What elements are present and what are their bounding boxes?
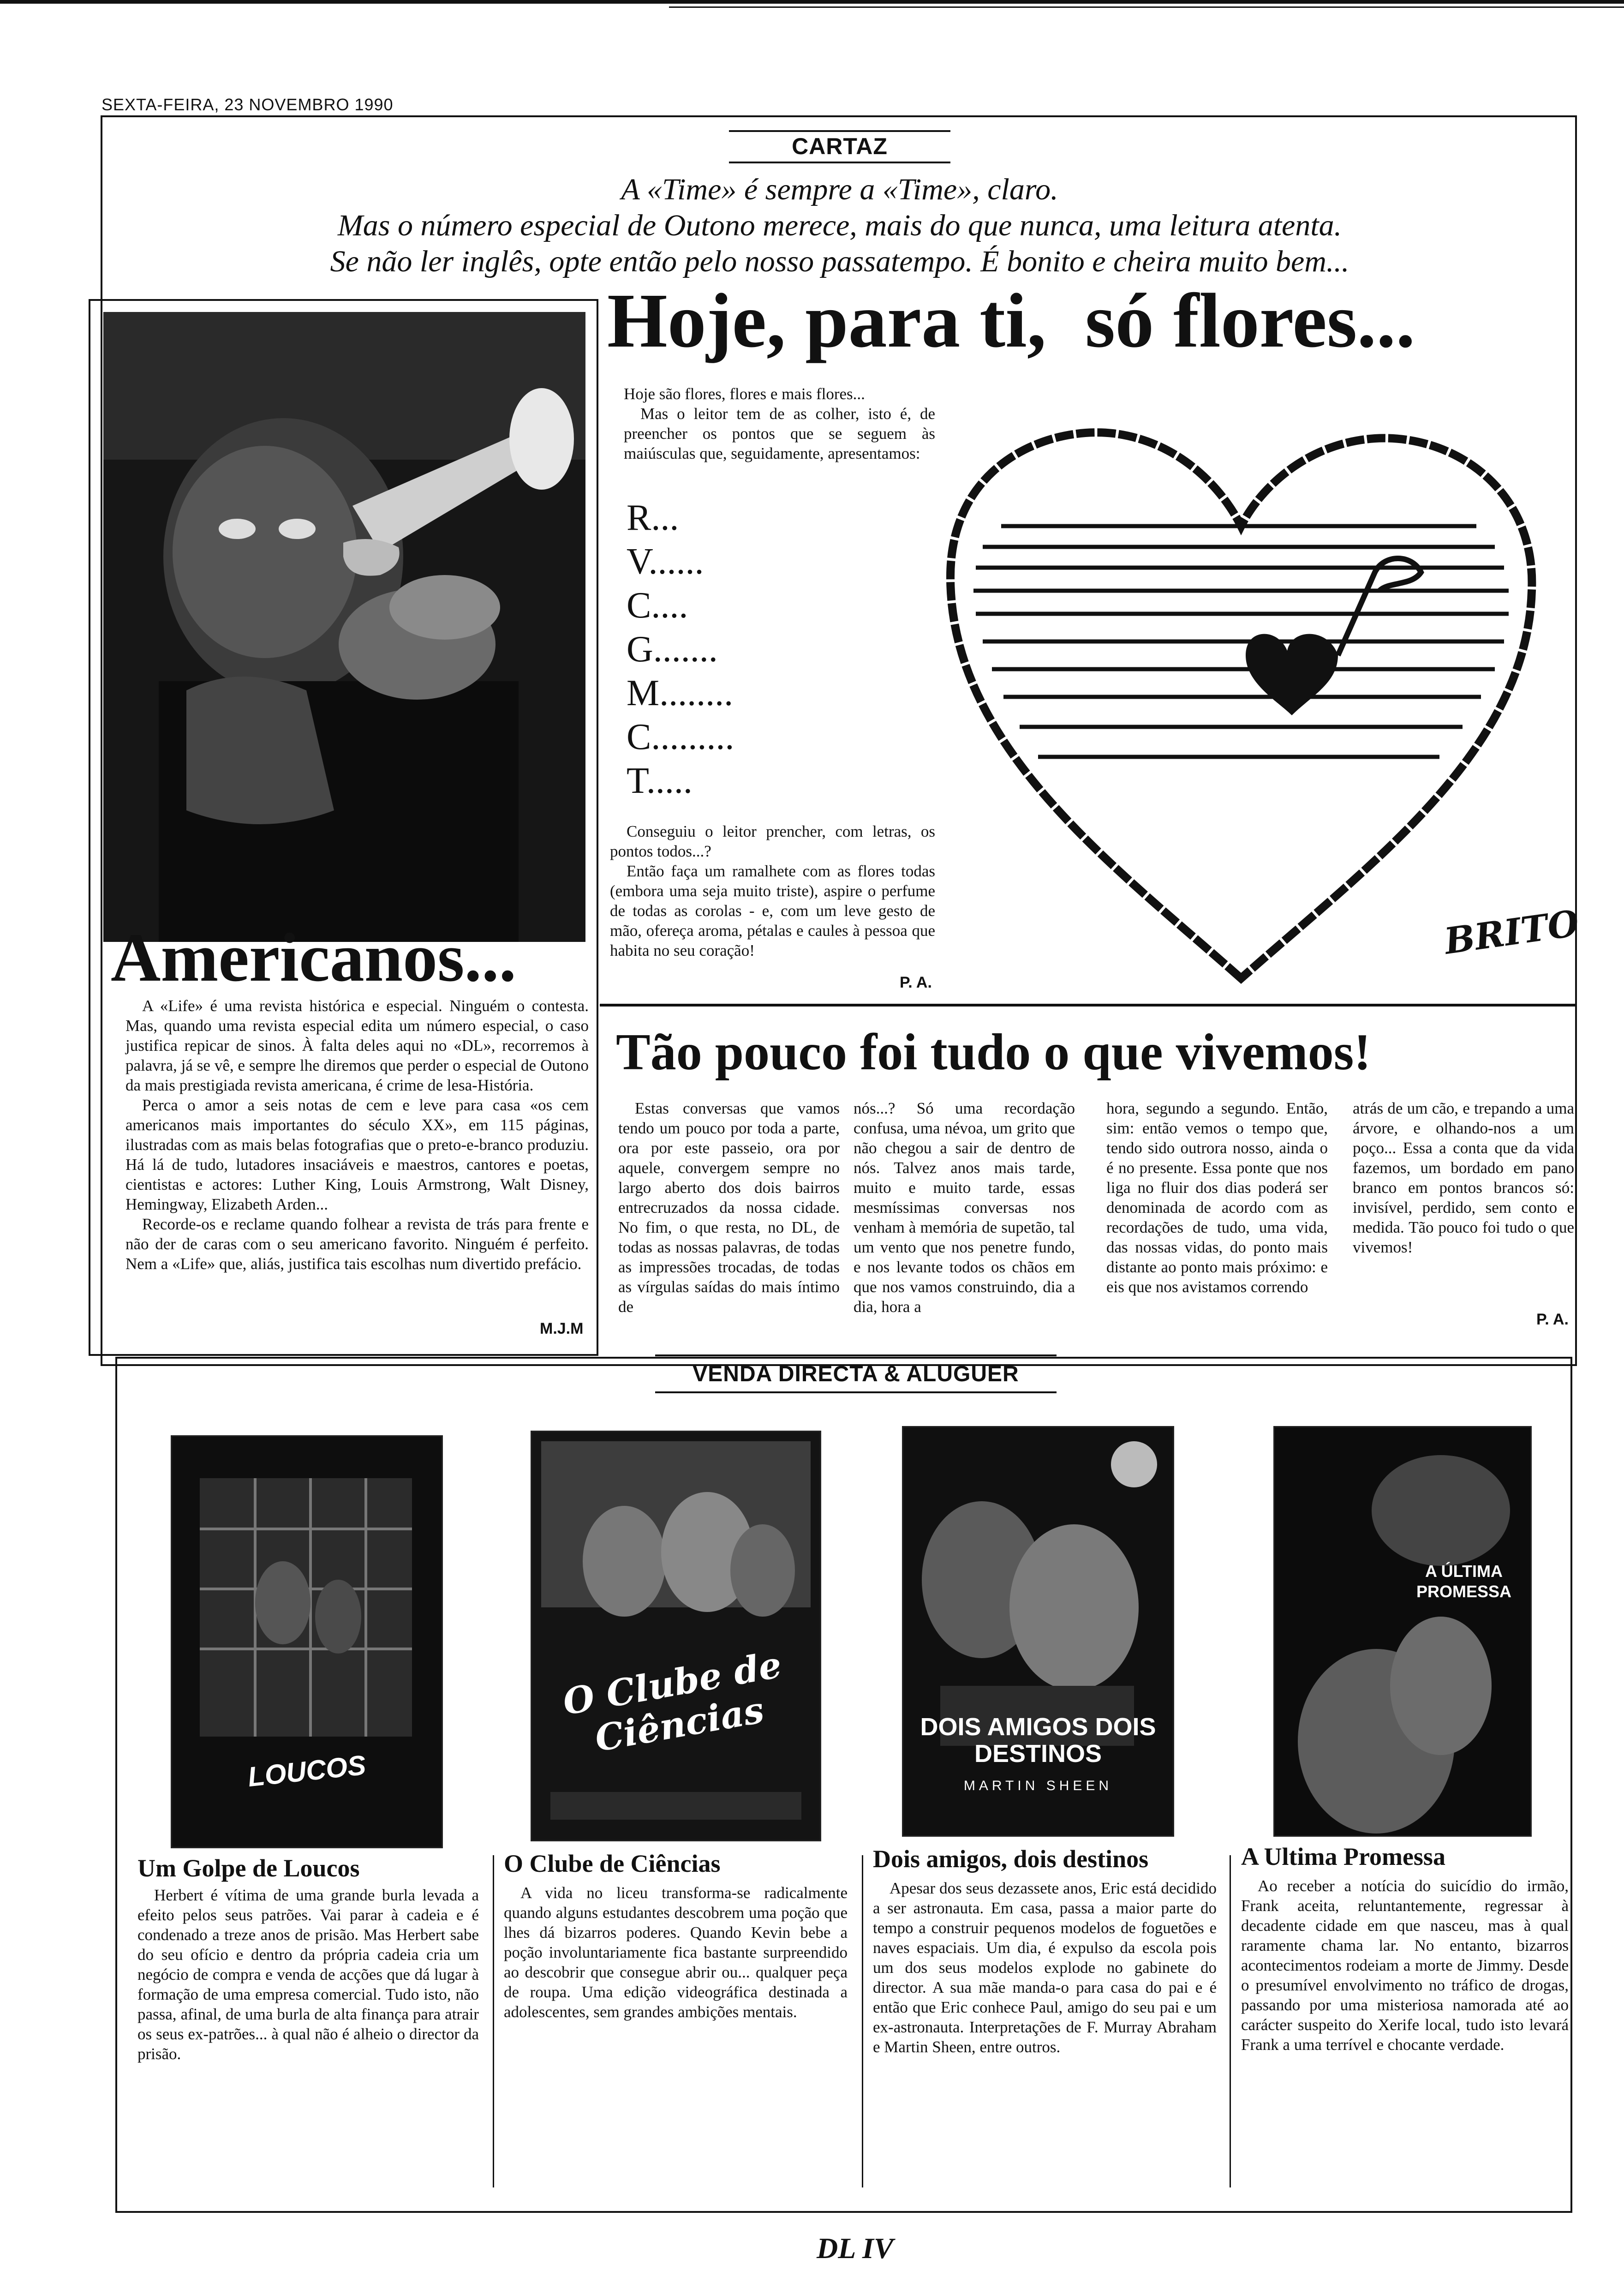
letter-clue: C......... bbox=[627, 717, 734, 757]
film-poster-ultima-promessa bbox=[1273, 1426, 1532, 1837]
americanos-signature: M.J.M bbox=[540, 1320, 584, 1337]
vivemos-col-3: hora, segundo a segundo. Então, sim: então vemos o tempo que, tendo sido outrora nosso, ainda o é no presente. Essa ponte que nos liga no fluir dos dias poderá ser denominada de acordo com as recordações de tudo, uma vida, das nossas vidas, do ponto mais distante ao ponto mais próximo: e eis que nos avistamos correndo bbox=[1106, 1099, 1328, 1296]
letter-clue: V...... bbox=[627, 541, 704, 582]
flores-intro-paragraph: Mas o leitor tem de as colher, isto é, de preencher os pontos que se seguem às maiúsculas que, seguidamente, apresentamos: bbox=[624, 405, 935, 462]
americanos-paragraph: A «Life» é uma revista histórica e especial. Ninguém o contesta. Mas, quando uma revista especial edita um número especial, o caso justifica repicar de sinos. À falta deles aqui no «DL», recorremos à palavra, já se vê, e sempre lhe diremos que perder o especial de Outono da mais prestigiada revista americana, é crime de lesa-História. bbox=[125, 997, 589, 1094]
film-poster-clube-ciencias bbox=[531, 1431, 821, 1841]
intro-line: A «Time» é sempre a «Time», claro. bbox=[621, 173, 1058, 206]
top-rule bbox=[0, 0, 1624, 4]
dateline: SEXTA-FEIRA, 23 NOVEMBRO 1990 bbox=[102, 95, 394, 114]
top-rule-secondary bbox=[669, 6, 1624, 8]
poster-art-icon bbox=[903, 1427, 1173, 1835]
venda-kicker-rule-top bbox=[655, 1354, 1057, 1356]
intro-line: Se não ler inglês, opte então pelo nosso passatempo. É bonito e cheira muito bem... bbox=[330, 245, 1349, 278]
kicker-rule-bottom bbox=[729, 162, 950, 163]
intro-block bbox=[138, 172, 1541, 280]
film-col-divider bbox=[862, 1855, 863, 2187]
poster-art-icon bbox=[1275, 1427, 1530, 1835]
film-title: O Clube de Ciências bbox=[504, 1850, 721, 1877]
flores-divider bbox=[600, 1004, 1577, 1007]
venda-kicker: VENDA DIRECTA & ALUGUER bbox=[693, 1362, 1019, 1386]
vivemos-headline: Tão pouco foi tudo o que vivemos! bbox=[616, 1024, 1371, 1081]
americanos-paragraph: Recorde-os e reclame quando folhear a revista de trás para frente e não der de caras com o seu americano favorito. Ninguém é perfeito. Nem a «Life» que, aliás, justifica tais escolhas num divertido prefácio. bbox=[125, 1215, 589, 1273]
film-synopsis: Apesar dos seus dezassete anos, Eric está decidido a ser astronauta. Em casa, passa a maior parte do tempo a construir pequenos modelos de foguetões e naves espaciais. Um dia, é expulso da escola pois um dos seus modelos explode no gabinete do director. A sua mãe manda-o para casa do pai e é então que Eric conhece Paul, amigo do seu pai e um ex-astronauta. Interpretações de F. Murray Abraham e Martin Sheen, entre outros. bbox=[873, 1879, 1217, 2056]
flores-letters bbox=[627, 496, 734, 803]
poster-subtitle: MARTIN SHEEN bbox=[963, 1778, 1113, 1793]
film-col-divider bbox=[1230, 1855, 1231, 2187]
letter-clue: M........ bbox=[627, 673, 734, 713]
poster-title: DOIS AMIGOS DOIS DESTINOS bbox=[920, 1713, 1156, 1768]
poster-art-icon bbox=[532, 1432, 820, 1840]
brito-signature: BRITO bbox=[1442, 902, 1582, 963]
letter-clue: R... bbox=[627, 497, 679, 538]
film-synopsis: A vida no liceu transforma-se radicalmente quando alguns estudantes descobrem uma poção que lhes dá bizarros poderes. Quando Kevin bebe a poção involuntariamente fica bastante surpreendido ao descobrir que consegue abrir ou... qualquer peça de roupa. Uma edição videográfica destinada a adolescentes, sem grandes ambições mentais. bbox=[504, 1884, 848, 2021]
film-synopsis: Herbert é vítima de uma grande burla levada a efeito pelos seus patrões. Vai parar à cadeia e é condenado a treze anos de prisão. Mas Herbert sabe do seu ofício e dentro da própria cadeia cria um negócio de compra e venda de acções que dá lugar à formação de uma empresa comercial. Tudo isto, não passa, afinal, de uma burla de alta finança para atrair os seus ex-patrões... à qual não é alheio o director da prisão. bbox=[137, 1886, 479, 2063]
flores-signature: P. A. bbox=[900, 974, 932, 991]
letter-clue: C.... bbox=[627, 585, 688, 626]
intro-line: Mas o número especial de Outono merece, mais do que nunca, uma leitura atenta. bbox=[337, 209, 1342, 242]
film-title: Um Golpe de Loucos bbox=[137, 1854, 360, 1882]
flores-intro bbox=[624, 384, 935, 463]
vivemos-col-2: nós...? Só uma recordação confusa, uma névoa, um grito que não chegou a sair de dentro de nós. Talvez anos mais tarde, muito e muito tarde, essas mesmíssimas conversas nos venham à memória de supetão, tal um vento que nos penetre fundo, e nos levante todos os chãos em que nos vamos construindo, dia a dia, hora a bbox=[854, 1099, 1075, 1316]
poster-title: A ÚLTIMA PROMESSA bbox=[1416, 1562, 1512, 1601]
page-folio: DL IV bbox=[817, 2232, 894, 2265]
film-poster-loucos bbox=[171, 1435, 443, 1848]
americanos-paragraph: Perca o amor a seis notas de cem e leve para casa «os cem americanos mais importantes do século XX», em 115 páginas, ilustradas com as mais belas fotografias que o preto-e-branco produziu. Há lá de tudo, lutadores insaciáveis e maestros, cantores e poetas, cientistas e actores: Luther King, Louis Armstrong, Walt Disney, Hemingway, Elizabeth Arden... bbox=[125, 1096, 589, 1213]
film-synopsis: Ao receber a notícia do suicídio do irmão, Frank aceita, reluntantemente, regressar à decadente cidade em que nasceu, mas à qual raramente chama lar. No entanto, bizarros acontecimentos rodeiam a morte de Jimmy. Desde o presumível envolvimento no tráfico de drogas, passando por uma misteriosa namorada até ao carácter suspeito do Xerife local, tudo isto levará Frank a uma terrível e chocante verdade. bbox=[1241, 1877, 1569, 2054]
film-poster-dois-amigos bbox=[902, 1426, 1174, 1837]
vivemos-signature: P. A. bbox=[1536, 1311, 1569, 1328]
venda-kicker-rule-bottom bbox=[655, 1391, 1057, 1393]
americanos-headline: Americanos... bbox=[111, 919, 516, 996]
americanos-body bbox=[125, 996, 589, 1274]
poster-title: LOUCOS bbox=[246, 1749, 368, 1793]
vivemos-col-1: Estas conversas que vamos tendo um pouco por toda a parte, ora por este passeio, ora por aquele, convergem sempre no largo aberto dos dois bairros entrecruzados da nossa cidade. No fim, o que resta, no DL, de todas as nossas palavras, de todas as impressões trocadas, de todas as vírgulas saídas do mais íntimo de bbox=[618, 1099, 840, 1316]
flores-outro bbox=[610, 821, 935, 960]
section-kicker: CARTAZ bbox=[792, 133, 888, 159]
vivemos-col-4: atrás de um cão, e trepando a uma árvore, e olhando-nos a um poço... Essa a conta que da vida fazemos, um bordado em pano branco em pontos brancos só: invisível, perdido, sem conto e medida. Tão pouco foi tudo o que vivemos! bbox=[1353, 1099, 1574, 1256]
letter-clue: T..... bbox=[627, 761, 693, 801]
letter-clue: G....... bbox=[627, 629, 718, 670]
flores-intro-line: Hoje são flores, flores e mais flores... bbox=[624, 385, 865, 403]
flores-headline: Hoje, para ti, só flores... bbox=[607, 278, 1415, 364]
trumpeter-photo-icon bbox=[103, 312, 585, 942]
film-title: Dois amigos, dois destinos bbox=[873, 1845, 1149, 1873]
flores-outro-paragraph: Então faça um ramalhete com as flores todas (embora uma seja muito triste), aspire o perfume de todas as corolas - e, com um leve gesto de mão, ofereça aroma, pétalas e caules à pessoa que habita no seu coração! bbox=[610, 862, 935, 959]
poster-title: O Clube de Ciências bbox=[560, 1643, 785, 1760]
film-col-divider bbox=[493, 1855, 494, 2187]
kicker-rule-top bbox=[729, 130, 950, 132]
film-title: A Ultima Promessa bbox=[1241, 1843, 1445, 1870]
flores-outro-paragraph: Conseguiu o leitor prencher, com letras, os pontos todos...? bbox=[610, 822, 935, 860]
heart-music-staff-illustration bbox=[923, 369, 1559, 992]
louis-armstrong-photo bbox=[103, 312, 585, 942]
